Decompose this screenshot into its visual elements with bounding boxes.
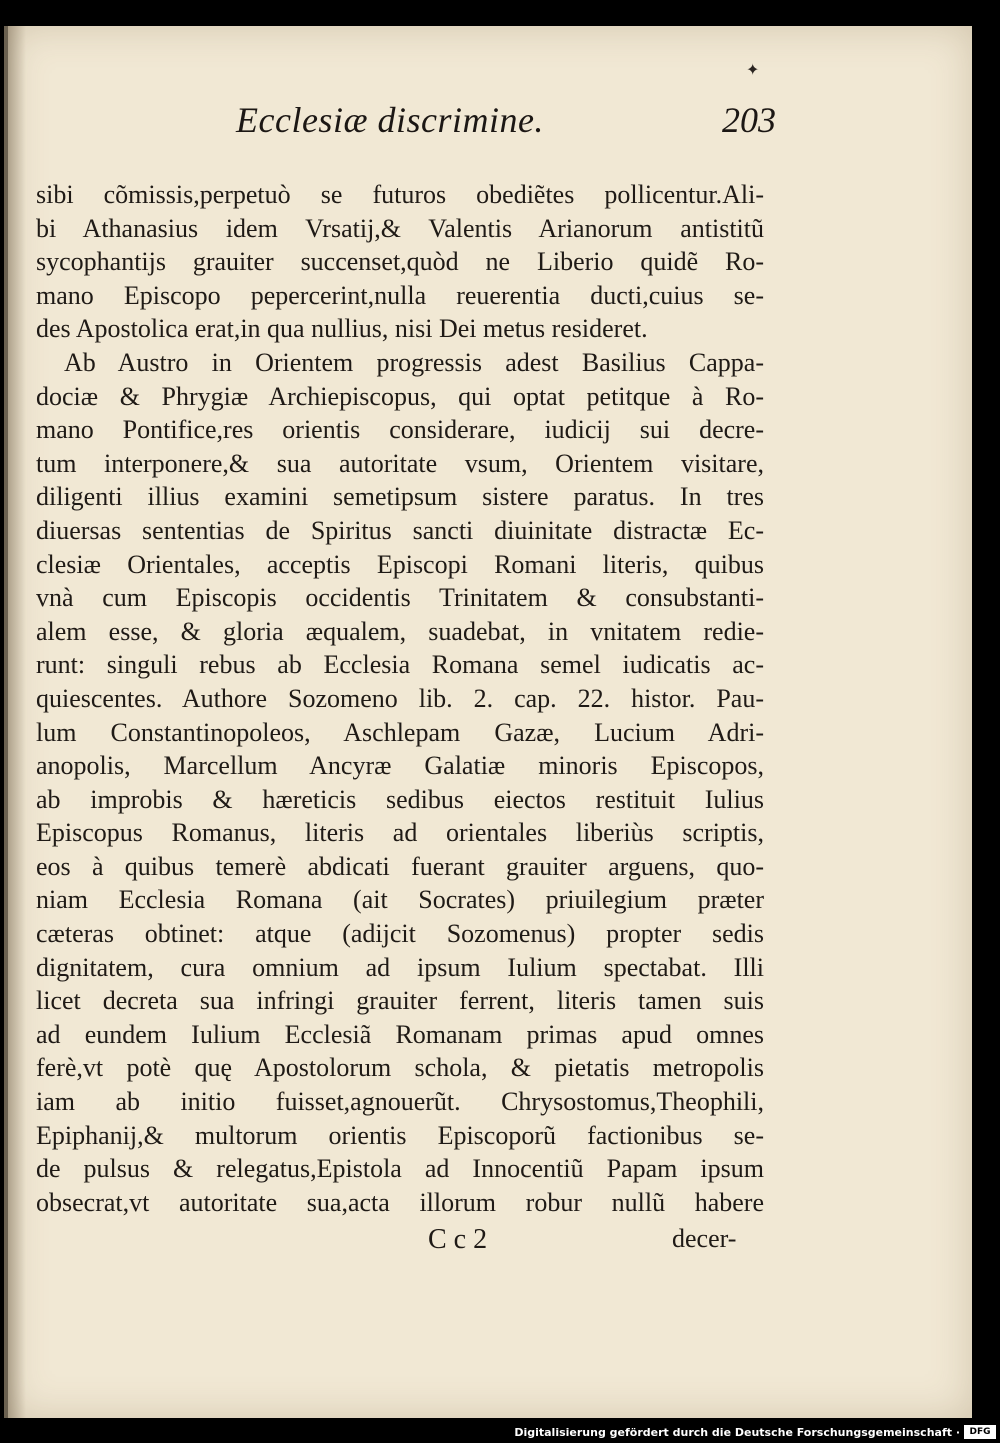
dfg-logo-icon: DFG	[964, 1425, 996, 1439]
text-line: de pulsus & relegatus,Epistola ad Innocentiũ Papam ipsum	[36, 1154, 764, 1184]
catchword: decer-	[672, 1224, 737, 1253]
text-line: diligenti illius examini semetipsum sistere paratus. In tres	[36, 482, 764, 512]
text-line: bi Athanasius idem Vrsatij,& Valentis Arianorum antistitũ	[36, 213, 764, 243]
page-gutter-shadow	[8, 26, 26, 1418]
text-line: cæteras obtinet: atque (adijcit Sozomenus) propter sedis	[36, 919, 764, 949]
text-line: niam Ecclesia Romana (ait Socrates) priuilegium præter	[36, 885, 764, 915]
text-line: lum Constantinopoleos, Aschlepam Gazæ, Lucium Adri-	[36, 717, 764, 747]
text-line: anopolis, Marcellum Ancyræ Galatiæ minoris Episcopos,	[36, 751, 764, 781]
text-line: dociæ & Phrygiæ Archiepiscopus, qui optat petitque à Ro-	[36, 381, 764, 411]
text-line: quiescentes. Authore Sozomeno lib. 2. cap. 22. histor. Pau-	[36, 683, 764, 713]
signature-mark: C c 2	[428, 1224, 488, 1255]
text-line: iam ab initio fuisset,agnouerũt. Chrysostomus,Theophili,	[36, 1087, 764, 1117]
text-line: diuersas sententias de Spiritus sancti diuinitate distractæ Ec-	[36, 515, 764, 545]
text-line: sibi cõmissis,perpetuò se futuros obediẽtes pollicentur.Ali-	[36, 180, 764, 209]
book-page	[4, 26, 972, 1418]
text-line: mano Pontifice,res orientis considerare, iudicij sui decre-	[36, 415, 764, 445]
text-line: eos à quibus temerè abdicati fuerant grauiter arguens, quo-	[36, 851, 764, 881]
text-line: sycophantijs grauiter succenset,quòd ne Liberio quidẽ Ro-	[36, 247, 764, 277]
text-line: des Apostolica erat,in qua nullius, nisi Dei metus resideret.	[36, 314, 648, 344]
text-line: ad eundem Iulium Ecclesiã Romanam primas apud omnes	[36, 1019, 764, 1049]
body-text	[36, 178, 764, 1219]
page-number: 203	[722, 100, 776, 140]
text-line: dignitatem, cura omnium ad ipsum Iulium spectabat. Illi	[36, 952, 764, 982]
page-header	[236, 99, 776, 149]
running-head: Ecclesiæ discrimine.	[236, 100, 544, 140]
text-line: clesiæ Orientales, acceptis Episcopi Romani literis, quibus	[36, 549, 764, 579]
text-line: Epiphanij,& multorum orientis Episcoporũ factionibus se-	[36, 1120, 764, 1150]
page-footer	[8, 1224, 976, 1264]
text-line: obsecrat,vt autoritate sua,acta illorum robur nullũ habere	[36, 1187, 764, 1217]
text-line: mano Episcopo pepercerint,nulla reuerentia ducti,cuius se-	[36, 280, 764, 310]
credit-text: Digitalisierung gefördert durch die Deutsche Forschungsgemeinschaft ·	[514, 1426, 960, 1439]
text-line: licet decreta sua infringi grauiter ferrent, literis tamen suis	[36, 986, 764, 1016]
text-line: Ab Austro in Orientem progressis adest Basilius Cappa-	[64, 347, 764, 377]
text-line: vnà cum Episcopis occidentis Trinitatem & consubstanti-	[36, 583, 764, 613]
text-line: ab improbis & hæreticis sedibus eiectos restituit Iulius	[36, 784, 764, 814]
printer-ornament-mark: ✦	[746, 60, 760, 79]
text-line: Episcopus Romanus, literis ad orientales liberiùs scriptis,	[36, 818, 764, 848]
text-line: runt: singuli rebus ab Ecclesia Romana semel iudicatis ac-	[36, 650, 764, 680]
digitization-credit-bar	[0, 1422, 1000, 1443]
text-line: alem esse, & gloria æqualem, suadebat, in vnitatem redie-	[36, 616, 764, 646]
text-line: ferè,vt potè quę Apostolorum schola, & pietatis metropolis	[36, 1053, 764, 1083]
text-line: tum interponere,& sua autoritate vsum, Orientem visitare,	[36, 448, 764, 478]
